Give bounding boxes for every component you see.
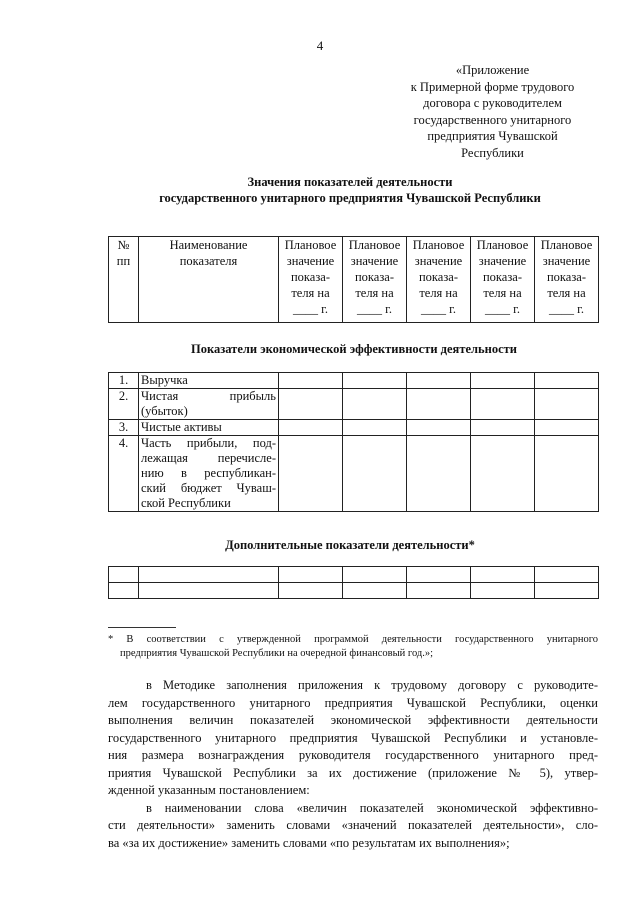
title-line: государственного унитарного предприятия Чувашской Республики bbox=[159, 191, 541, 205]
indicator-name: Чистые активы bbox=[139, 420, 279, 436]
appendix-line: договора с руководителем bbox=[423, 96, 562, 110]
header-plan-cell: Плановое значение показа- теля на ____ г. bbox=[343, 237, 407, 323]
row-number: 4. bbox=[109, 436, 139, 512]
header-plan-cell: Плановое значение показа- теля на ____ г. bbox=[471, 237, 535, 323]
paragraph: в наименовании слова «величин показателей экономической эффективно- сти деятельности» заменить словами «значений показателей деятельности», сло- ва «за их достижение» заменить словами «по результатам их выполнения»; bbox=[108, 800, 598, 850]
document-title bbox=[60, 174, 640, 206]
indicators-table-header bbox=[108, 236, 599, 323]
row-number: 2. bbox=[109, 389, 139, 420]
appendix-caption bbox=[380, 62, 605, 161]
row-number: 1. bbox=[109, 373, 139, 389]
indicator-name: Чистая прибыль (убыток) bbox=[139, 389, 279, 420]
body-text bbox=[108, 677, 598, 852]
indicator-name: Часть прибыли, под- лежащая перечисле- нию в республикан- ский бюджет Чуваш- ской Республики bbox=[139, 436, 279, 512]
table-row bbox=[109, 389, 599, 420]
row-number: 3. bbox=[109, 420, 139, 436]
section-title-economic: Показатели экономической эффективности деятельности bbox=[191, 342, 517, 356]
appendix-line: государственного унитарного bbox=[413, 112, 572, 127]
header-name-cell: Наименование показателя bbox=[139, 237, 279, 323]
header-plan-cell: Плановое значение показа- теля на ____ г. bbox=[535, 237, 599, 323]
appendix-line: к Примерной форме трудового bbox=[410, 79, 575, 94]
footnote-divider bbox=[108, 627, 176, 628]
footnote: * В соответствии с утвержденной программой деятельности государственного унитарного предприятия Чувашской Республики на очередной финансовый год.»; bbox=[108, 634, 598, 659]
table-row bbox=[109, 373, 599, 389]
table-row bbox=[109, 583, 599, 599]
table-row bbox=[109, 436, 599, 512]
table-row bbox=[109, 567, 599, 583]
page-number: 4 bbox=[316, 38, 324, 53]
additional-indicators-table bbox=[108, 566, 599, 599]
table-row bbox=[109, 420, 599, 436]
appendix-line: «Приложение bbox=[455, 63, 530, 77]
appendix-line: предприятия Чувашской bbox=[427, 129, 558, 143]
header-plan-cell: Плановое значение показа- теля на ____ г. bbox=[279, 237, 343, 323]
appendix-line: Республики bbox=[461, 145, 524, 160]
paragraph: в Методике заполнения приложения к трудовому договору с руководите- лем государственного унитарного предприятия Чувашской Республики, оценки выполнения величин показателей экономической эффективности деятельности государственного унитарного предприятия Чувашской Республики и установле- ния размера вознаграждения руководителя государственного унитарного пред- приятия Чувашской Республики за их достижение (приложение № 5), утвер- жденной указанным постановлением: bbox=[108, 678, 598, 797]
header-num-cell: № пп bbox=[109, 237, 139, 323]
section-title-additional: Дополнительные показатели деятельности* bbox=[225, 538, 475, 552]
title-line: Значения показателей деятельности bbox=[247, 175, 453, 189]
economic-indicators-table bbox=[108, 372, 599, 512]
indicator-name: Выручка bbox=[139, 373, 279, 389]
header-plan-cell: Плановое значение показа- теля на ____ г. bbox=[407, 237, 471, 323]
